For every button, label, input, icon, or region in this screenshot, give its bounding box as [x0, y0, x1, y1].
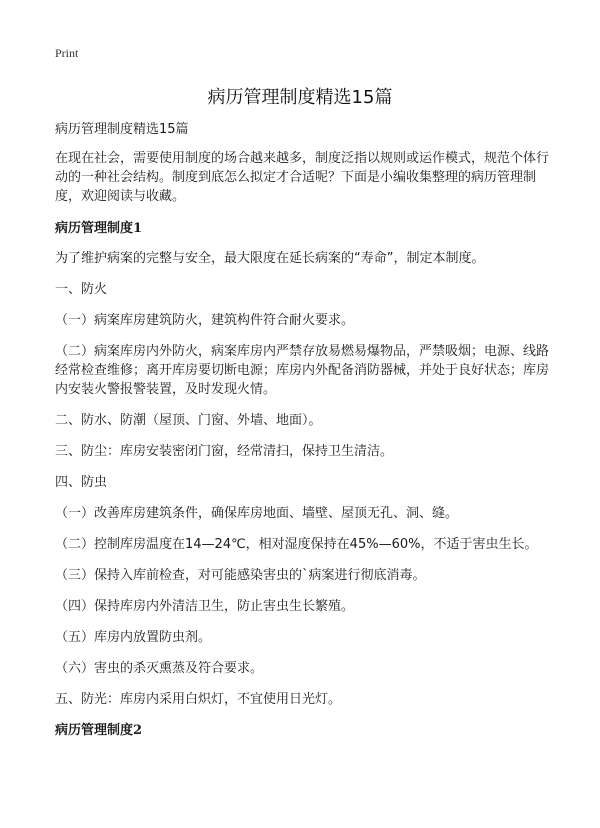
intro-paragraph: 在现在社会，需要使用制度的场合越来越多，制度泛指以规则或运作模式，规范个体行动的一种社会结构。制度到底怎么拟定才合适呢？下面是小编收集整理的病历管理制度，欢迎阅读与收藏。	[55, 151, 550, 204]
paragraph: （五）库房内放置防虫剂。	[55, 630, 212, 645]
paragraph: （二）病案库房内外防火，病案库房内严禁存放易燃易爆物品，严禁吸烟；电源、线路经常检查维修；离开库房要切断电源；库房内外配备消防器械，并处于良好状态；库房内安装火警报警装置，及时发现火情。	[55, 344, 550, 397]
document-title: 病历管理制度精选15篇	[207, 87, 393, 108]
print-link[interactable]: Print	[55, 46, 79, 60]
paragraph: 四、防虫	[55, 475, 108, 490]
paragraph: 三、防尘：库房安装密闭门窗，经常清扫，保持卫生清洁。	[55, 444, 394, 459]
paragraph: 一、防火	[55, 282, 108, 297]
document-body	[55, 120, 550, 751]
section-heading-2: 病历管理制度2	[55, 723, 143, 738]
paragraph: （六）害虫的杀灭熏蒸及符合要求。	[55, 661, 264, 676]
paragraph: （一）改善库房建筑条件，确保库房地面、墙壁、屋顶无孔、洞、缝。	[55, 506, 459, 521]
document-subtitle: 病历管理制度精选15篇	[55, 122, 189, 137]
paragraph: （三）保持入库前检查，对可能感染害虫的`病案进行彻底消毒。	[55, 568, 426, 583]
section-heading-1: 病历管理制度1	[55, 221, 143, 236]
paragraph: （一）病案库房建筑防火，建筑构件符合耐火要求。	[55, 313, 355, 328]
paragraph: 五、防光：库房内采用白炽灯，不宜使用日光灯。	[55, 692, 342, 707]
paragraph: 二、防水、防潮（屋顶、门窗、外墙、地面）。	[55, 413, 322, 428]
paragraph: （二）控制库房温度在14—24℃，相对湿度保持在45%—60%，不适于害虫生长。	[55, 537, 538, 552]
paragraph: 为了维护病案的完整与安全，最大限度在延长病案的“寿命”，制定本制度。	[55, 251, 485, 266]
paragraph: （四）保持库房内外清洁卫生，防止害虫生长繁殖。	[55, 599, 355, 614]
